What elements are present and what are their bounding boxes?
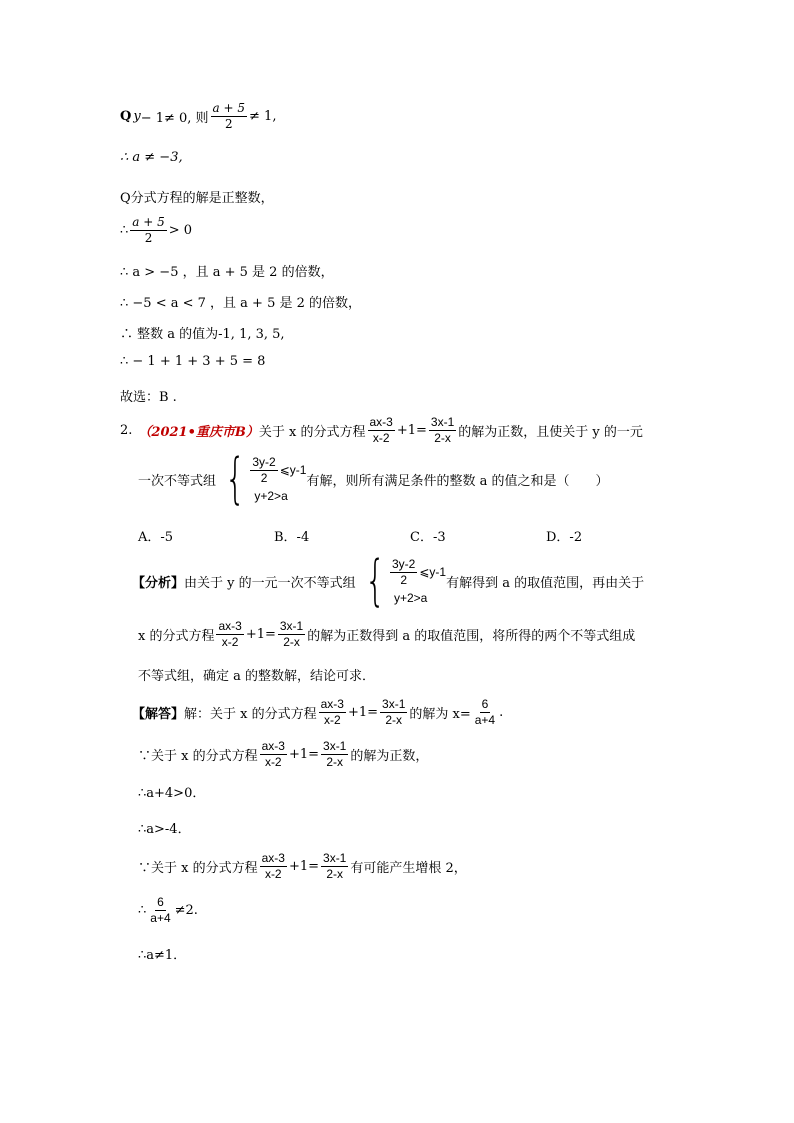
question-source: （2021•重庆市B）: [138, 425, 259, 440]
text: ∴ − 1 + 1 + 3 + 5 = 8: [120, 354, 266, 369]
text: ∴ a ≠ −3,: [120, 150, 183, 165]
text: 一次不等式组: [138, 473, 217, 489]
text: ∵关于 x 的分式方程: [138, 749, 258, 764]
brace-icon: {: [224, 447, 246, 510]
line-9: [120, 386, 177, 405]
inequality-system: [218, 447, 307, 510]
text: 的解为正数，: [350, 749, 429, 764]
question-number: 2.: [120, 423, 133, 438]
fraction-num: 6: [481, 697, 489, 711]
fraction: [130, 216, 166, 245]
fraction-den: 2: [400, 572, 407, 587]
fraction: [211, 102, 247, 131]
fraction: [216, 620, 243, 649]
answer-line-5: [138, 852, 467, 881]
text: y+2>a: [393, 590, 428, 605]
answer-line-2: [138, 740, 428, 769]
text: > 0: [168, 223, 193, 238]
text: +1=: [245, 627, 276, 642]
text: 由关于 y 的一元一次不等式组: [184, 575, 356, 591]
text: ⩽y-1: [279, 463, 307, 477]
because-symbol: Q: [120, 109, 132, 124]
option-d: D．-2: [546, 530, 583, 545]
option-c: C．-3: [410, 530, 446, 545]
text: 有解，则所有满足条件的整数 a 的值之和是（ ）: [306, 473, 609, 489]
fraction-den: x-2: [264, 755, 282, 769]
fraction-den: 2: [260, 470, 268, 485]
fraction: [319, 698, 346, 727]
fraction-num: ax-3: [218, 619, 242, 633]
answer-line-1: [132, 698, 503, 727]
text: .: [499, 705, 504, 720]
fraction: [380, 698, 407, 727]
fraction-den: 2: [224, 117, 233, 131]
line-6: [120, 292, 361, 311]
brace-icon: {: [364, 549, 386, 612]
analysis-label: 【分析】: [132, 575, 185, 591]
analysis-line-1: [132, 549, 645, 612]
fraction-num: 3x-1: [430, 415, 455, 429]
text: ∴a+4>0．: [138, 786, 206, 801]
fraction-den: a+4: [474, 713, 496, 727]
answer-line-6: [138, 896, 198, 925]
fraction-den: x-2: [372, 431, 390, 445]
text: ≠2.: [174, 903, 198, 918]
text: 解：关于 x 的分式方程: [184, 707, 317, 722]
line-1: [120, 102, 276, 131]
q2-line-2: [138, 447, 609, 510]
fraction-num: 3x-1: [279, 619, 304, 633]
text: ∴a≠1．: [138, 948, 187, 963]
fraction: [260, 852, 287, 881]
fraction: [429, 416, 456, 445]
fraction: [321, 740, 348, 769]
text: 的解为正数，且使关于 y 的一元: [458, 425, 643, 440]
line-7: [120, 323, 285, 342]
inequality-system: [358, 549, 447, 612]
analysis-line-3: [138, 665, 375, 684]
fraction-num: a + 5: [132, 215, 165, 229]
option-b: B．-4: [274, 530, 310, 545]
text: 的解为 x=: [409, 707, 471, 722]
answer-line-7: [138, 944, 186, 963]
answer-line-4: [138, 818, 191, 837]
options-row: [138, 526, 582, 545]
fraction-den: 2: [144, 231, 153, 245]
text: +1=: [396, 423, 427, 438]
text: 关于 x 的分式方程: [258, 425, 366, 440]
fraction: [278, 620, 305, 649]
q2-line-1: [120, 416, 643, 445]
line-3: [120, 187, 274, 206]
text: y+2>a: [254, 488, 288, 503]
fraction-den: 2-x: [326, 867, 344, 881]
text: ∴: [138, 903, 147, 918]
line-4: [120, 216, 192, 245]
text: ∴ a > −5 ，且 a + 5 是 2 的倍数，: [120, 265, 334, 280]
fraction-num: 3y-2: [252, 454, 276, 469]
text: 有解得到 a 的取值范围，再由关于: [446, 575, 645, 591]
text: ∴ −5 < a < 7 ，且 a + 5 是 2 的倍数，: [120, 296, 362, 311]
fraction: [148, 896, 172, 925]
text: +1=: [347, 705, 379, 720]
text: x 的分式方程: [138, 629, 215, 644]
fraction-den: 2-x: [326, 755, 344, 769]
text: +1=: [288, 859, 320, 874]
answer-label: 【解答】: [132, 707, 185, 722]
answer-line-3: [138, 782, 205, 801]
fraction: [250, 456, 277, 485]
fraction: [390, 558, 417, 587]
fraction-num: a + 5: [212, 101, 246, 115]
line-8: [120, 354, 265, 369]
text: ≠ 1,: [249, 109, 277, 124]
line-2: [120, 150, 183, 165]
text: ⩽y-1: [419, 565, 447, 579]
fraction-num: ax-3: [320, 697, 344, 711]
text: +1=: [288, 747, 320, 762]
fraction-num: 3x-1: [382, 697, 406, 711]
fraction: [368, 416, 395, 445]
fraction-den: 2-x: [283, 635, 300, 649]
fraction-den: x-2: [264, 867, 282, 881]
fraction-den: x-2: [221, 635, 239, 649]
fraction: [260, 740, 287, 769]
text: 有可能产生增根 2，: [350, 861, 467, 876]
line-5: [120, 261, 334, 280]
fraction-num: 6: [157, 895, 164, 909]
fraction-den: 2-x: [434, 431, 451, 445]
fraction-den: x-2: [323, 713, 341, 727]
text: ∴: [120, 223, 129, 238]
fraction-den: a+4: [150, 911, 171, 925]
text: − 1≠ 0, 则: [140, 111, 209, 126]
var-y: y: [133, 109, 141, 124]
text: 不等式组，确定 a 的整数解，结论可求．: [138, 669, 376, 684]
text: ∵关于 x 的分式方程: [138, 861, 258, 876]
text: ∴ 整数 a 的值为-1, 1, 3, 5,: [120, 327, 285, 342]
option-a: A．-5: [138, 530, 174, 545]
fraction-num: ax-3: [261, 851, 285, 865]
fraction-num: 3y-2: [391, 556, 416, 571]
fraction-num: 3x-1: [323, 851, 347, 865]
text: 故选：B .: [120, 390, 177, 405]
text: ∴a>-4．: [138, 822, 191, 837]
fraction-num: ax-3: [369, 415, 393, 429]
analysis-line-2: [138, 620, 635, 649]
fraction-num: ax-3: [261, 739, 285, 753]
fraction: [473, 698, 497, 727]
text: 的解为正数得到 a 的取值范围，将所得的两个不等式组成: [307, 629, 636, 644]
text: Q分式方程的解是正整数，: [120, 191, 274, 206]
fraction-num: 3x-1: [323, 739, 347, 753]
fraction: [321, 852, 348, 881]
fraction-den: 2-x: [385, 713, 403, 727]
